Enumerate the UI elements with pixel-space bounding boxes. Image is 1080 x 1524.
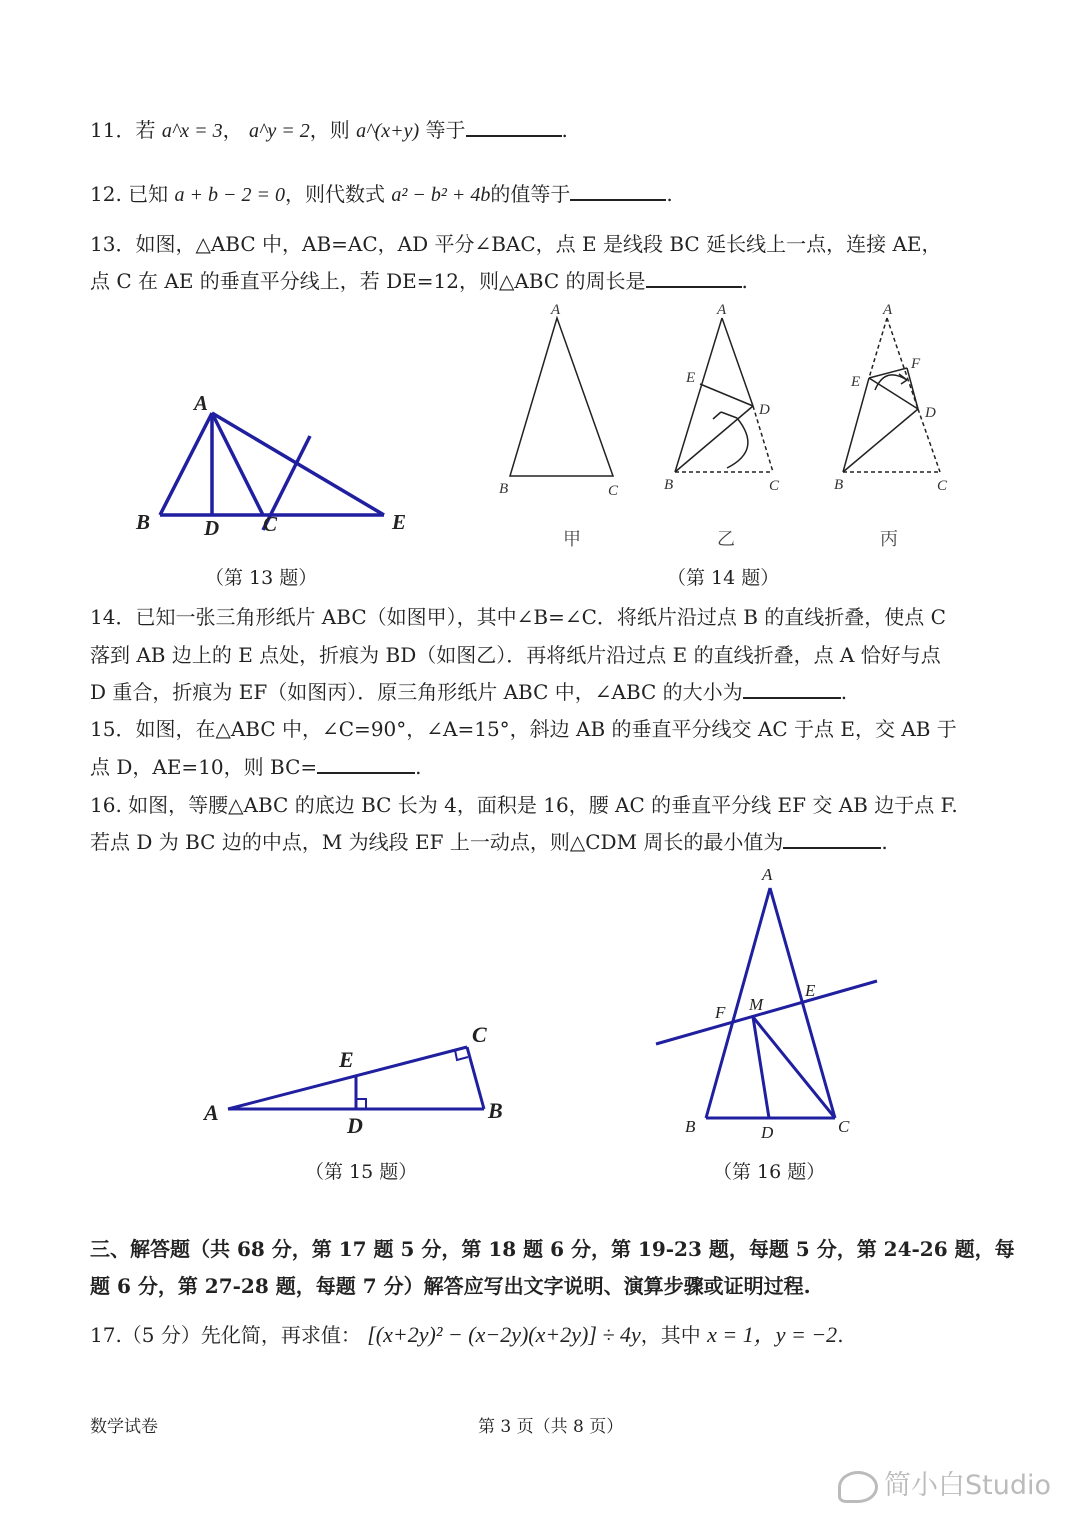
- answer-blank[interactable]: [570, 181, 666, 201]
- question-16-line2: 若点 D 为 BC 边的中点，M 为线段 EF 上一动点，则△CDM 周长的最小值为 .: [90, 830, 888, 854]
- question-12: 12. 已知 a + b − 2 = 0，则代数式 a² − b² + 4b的值等于 .: [90, 182, 673, 206]
- watermark: 简小白Studio: [838, 1463, 1051, 1503]
- figure-14-yi: [655, 300, 795, 500]
- fig14-yi-side-ad: [722, 318, 753, 406]
- fig16-label-d: D: [761, 1123, 774, 1142]
- figure-16: [650, 860, 890, 1140]
- fig14-jia-triangle: [510, 318, 613, 476]
- fig14-bing-label-f: F: [911, 356, 921, 372]
- figure-16-caption: （第 16 题）: [713, 1161, 826, 1183]
- answer-blank[interactable]: [743, 679, 841, 699]
- fig14-bing-label-a: A: [883, 302, 893, 318]
- fig14-bing-label-c: C: [937, 478, 948, 494]
- fig14-sub-jia: 甲: [563, 529, 581, 550]
- figure-14-jia: [490, 300, 630, 500]
- question-16-line1: 16. 如图，等腰△ABC 的底边 BC 长为 4，面积是 16，腰 AC 的垂直平分线 EF 交 AB 边于点 F.: [90, 793, 958, 817]
- fig15-label-b: B: [488, 1098, 503, 1123]
- figure-14-bing: [825, 300, 965, 500]
- wechat-icon: [838, 1471, 878, 1503]
- fig13-side-ab: [160, 413, 212, 515]
- fig15-side-cb: [467, 1047, 484, 1109]
- answer-blank[interactable]: [783, 829, 881, 849]
- fig14-bing-label-d: D: [925, 405, 936, 421]
- fig14-yi-label-a: A: [717, 302, 727, 318]
- fig14-bing-label-e: E: [851, 374, 861, 390]
- question-15-line2: 点 D，AE=10，则 BC= .: [90, 755, 422, 779]
- question-17: 17.（5 分）先化简，再求值： [(x+2y)² − (x−2y)(x+2y)] ÷ 4y，其中 x = 1，y = −2.: [90, 1322, 844, 1347]
- fig16-label-c: C: [838, 1117, 850, 1136]
- fig14-jia-label-b: B: [499, 481, 509, 497]
- answer-blank[interactable]: [317, 754, 415, 774]
- fig14-bing-arrow: [899, 374, 907, 384]
- fig15-label-a: A: [204, 1100, 219, 1125]
- fig14-bing-side-eb: [843, 378, 869, 472]
- fig14-sub-yi: 乙: [717, 529, 735, 550]
- figure-13: [130, 385, 430, 545]
- fig16-label-b: B: [685, 1117, 696, 1136]
- footer-page-number: 第 3 页（共 8 页）: [478, 1417, 624, 1437]
- figure-13-caption: （第 13 题）: [205, 567, 318, 589]
- figure-14-caption: （第 14 题）: [667, 567, 780, 589]
- footer-subject: 数学试卷: [90, 1417, 158, 1437]
- fig14-yi-label-c: C: [769, 478, 780, 494]
- question-14-line3: D 重合，折痕为 EF（如图丙）．原三角形纸片 ABC 中，∠ABC 的大小为 .: [90, 680, 848, 704]
- section-3-line2: 题 6 分，第 27-28 题，每题 7 分）解答应写出文字说明、演算步骤或证明过程.: [90, 1274, 811, 1298]
- fig14-yi-segment-ed: [700, 384, 753, 406]
- figure-15: [200, 1020, 530, 1150]
- fig15-label-d: D: [347, 1113, 363, 1138]
- fig15-label-c: C: [472, 1022, 487, 1047]
- fig13-label-a: A: [194, 391, 209, 415]
- answer-blank[interactable]: [646, 268, 742, 288]
- fig14-yi-label-d: D: [759, 402, 770, 418]
- question-13-line1: 13．如图，△ABC 中，AB=AC，AD 平分∠BAC，点 E 是线段 BC 延长线上一点，连接 AE，: [90, 232, 942, 256]
- fig15-right-angle-c: [455, 1050, 468, 1060]
- question-14-line2: 落到 AB 边上的 E 点处，折痕为 BD（如图乙）．再将纸片沿过点 E 的直线折叠，点 A 恰好与点: [90, 643, 941, 667]
- fig14-bing-label-b: B: [834, 477, 844, 493]
- answer-blank[interactable]: [466, 117, 562, 137]
- fig14-sub-bing: 丙: [880, 529, 898, 550]
- fig13-label-d: D: [204, 516, 220, 540]
- fig13-label-e: E: [392, 510, 407, 534]
- fig16-label-m: M: [749, 995, 764, 1014]
- question-11: 11．若 a^x = 3， a^y = 2，则 a^(x+y) 等于 .: [90, 118, 568, 142]
- fig14-jia-label-c: C: [608, 483, 619, 499]
- figure-15-caption: （第 15 题）: [305, 1161, 418, 1183]
- fig14-bing-dash-ae: [869, 318, 887, 378]
- fig14-yi-side-ab: [675, 318, 722, 472]
- fig13-label-c: C: [263, 512, 278, 536]
- fig13-label-b: B: [136, 510, 151, 534]
- fig14-yi-arrow: [713, 412, 737, 419]
- section-3-line1: 三、解答题（共 68 分，第 17 题 5 分，第 18 题 6 分，第 19-23 题，每题 5 分，第 24-26 题，每: [90, 1237, 1015, 1261]
- fig14-jia-label-a: A: [551, 302, 561, 318]
- fig14-yi-fold-bd: [675, 406, 753, 472]
- fig16-label-e: E: [805, 981, 816, 1000]
- fig14-yi-label-b: B: [664, 477, 674, 493]
- fig16-label-a: A: [762, 865, 773, 884]
- fig16-label-f: F: [715, 1003, 726, 1022]
- fig14-yi-label-e: E: [686, 370, 696, 386]
- question-14-line1: 14．已知一张三角形纸片 ABC（如图甲），其中∠B=∠C．将纸片沿过点 B 的直线折叠，使点 C: [90, 605, 946, 629]
- fig14-bing-segment-bd: [843, 409, 918, 472]
- fig15-label-e: E: [339, 1047, 354, 1072]
- question-13-line2: 点 C 在 AE 的垂直平分线上，若 DE=12，则△ABC 的周长是 .: [90, 269, 748, 293]
- question-15-line1: 15．如图，在△ABC 中，∠C=90°，∠A=15°，斜边 AB 的垂直平分线交 AC 于点 E，交 AB 于: [90, 717, 957, 741]
